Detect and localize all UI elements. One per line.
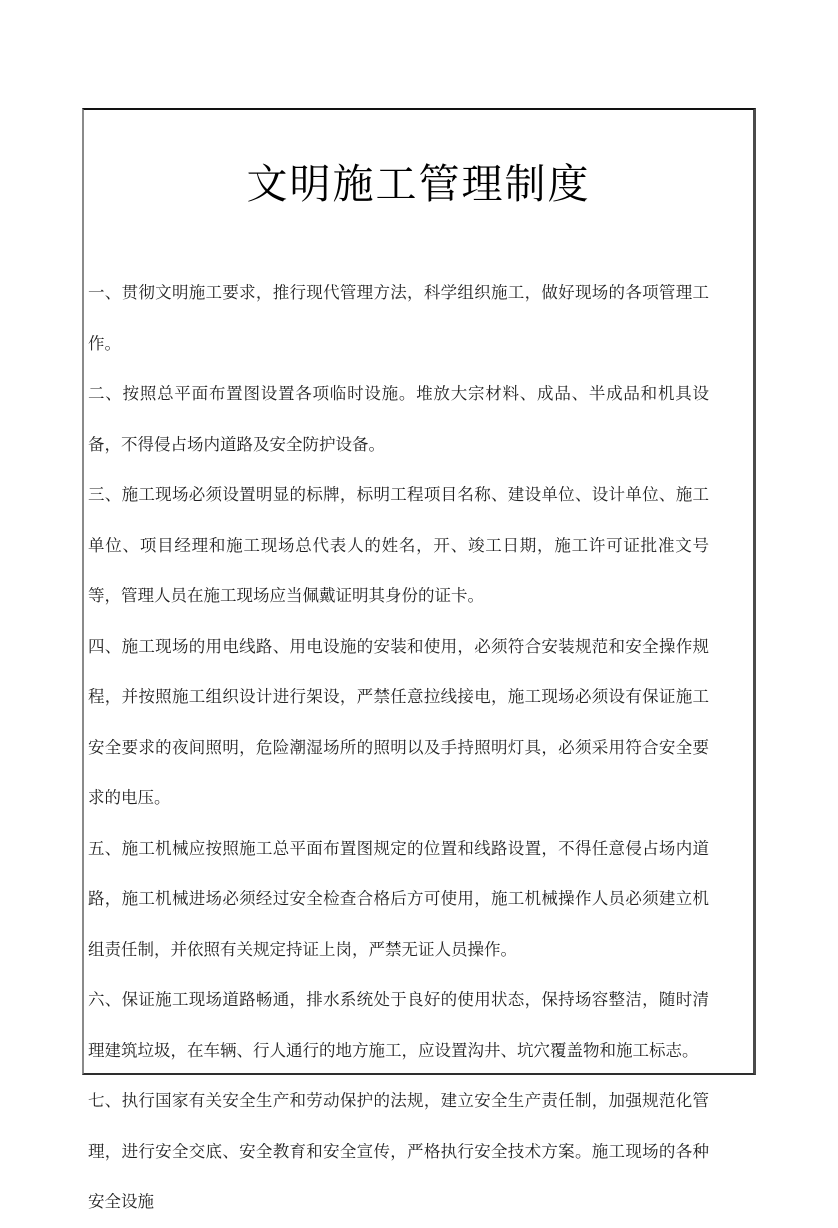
paragraph-3: 三、施工现场必须设置明显的标牌，标明工程项目名称、建设单位、设计单位、施工单位、项目经理和施工现场总代表人的姓名，开、竣工日期，施工许可证批准文号等，管理人员在施工现场应当佩戴证明其身份的证卡。: [88, 485, 709, 606]
paragraph-6: 六、保证施工现场道路畅通，排水系统处于良好的使用状态，保持场容整洁，随时清理建筑垃圾，在车辆、行人通行的地方施工，应设置沟井、坑穴覆盖物和施工标志。: [88, 990, 709, 1060]
paragraph-2: 二、按照总平面布置图设置各项临时设施。堆放大宗材料、成品、半成品和机具设备，不得侵占场内道路及安全防护设备。: [88, 384, 709, 454]
document-border: [82, 108, 756, 1212]
paragraph-1: 一、贯彻文明施工要求，推行现代管理方法，科学组织施工，做好现场的各项管理工作。: [88, 283, 709, 353]
document-title: 文明施工管理制度: [246, 161, 591, 207]
document-body: [84, 268, 753, 1228]
paragraph-5: 五、施工机械应按照施工总平面布置图规定的位置和线路设置，不得任意侵占场内道路，施工机械进场必须经过安全检查合格后方可使用，施工机械操作人员必须建立机组责任制，并依照有关规定持证上岗，严禁无证人员操作。: [88, 838, 709, 959]
paragraph-7: 七、执行国家有关安全生产和劳动保护的法规，建立安全生产责任制，加强规范化管理，进行安全交底、安全教育和安全宣传，严格执行安全技术方案。施工现场的各种安全设施: [88, 1091, 709, 1212]
paragraph-4: 四、施工现场的用电线路、用电设施的安装和使用，必须符合安装规范和安全操作规程，并按照施工组织设计进行架设，严禁任意拉线接电，施工现场必须设有保证施工安全要求的夜间照明，危险潮湿场所的照明以及手持照明灯具，必须采用符合安全要求的电压。: [88, 636, 709, 808]
